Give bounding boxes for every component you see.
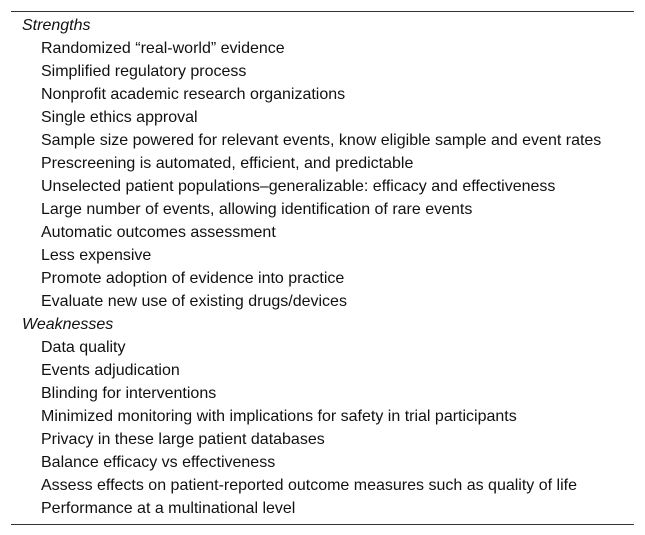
strengths-weaknesses-table — [11, 11, 634, 525]
weaknesses-heading: Weaknesses — [22, 316, 114, 333]
weakness-item: Minimized monitoring with implications for safety in trial participants — [41, 408, 517, 425]
weakness-item: Events adjudication — [41, 362, 180, 379]
weakness-item: Privacy in these large patient databases — [41, 431, 325, 448]
strength-item: Less expensive — [41, 247, 152, 264]
weakness-item: Assess effects on patient-reported outcome measures such as quality of life — [41, 477, 577, 494]
strength-item: Unselected patient populations–generalizable: efficacy and effectiveness — [41, 178, 556, 195]
strength-item: Automatic outcomes assessment — [41, 224, 276, 241]
strengths-heading: Strengths — [22, 17, 91, 34]
strength-item: Randomized “real-world” evidence — [41, 40, 285, 57]
weakness-item: Blinding for interventions — [41, 385, 217, 402]
strength-item: Nonprofit academic research organizations — [41, 86, 346, 103]
strength-item: Prescreening is automated, efficient, and predictable — [41, 155, 414, 172]
strength-item: Evaluate new use of existing drugs/devices — [41, 293, 347, 310]
weakness-item: Data quality — [41, 339, 126, 356]
strength-item: Large number of events, allowing identification of rare events — [41, 201, 473, 218]
weakness-item: Balance efficacy vs effectiveness — [41, 454, 276, 471]
strength-item: Promote adoption of evidence into practice — [41, 270, 345, 287]
weakness-item: Performance at a multinational level — [41, 500, 296, 517]
strength-item: Sample size powered for relevant events, know eligible sample and event rates — [41, 132, 602, 149]
strength-item: Simplified regulatory process — [41, 63, 247, 80]
strength-item: Single ethics approval — [41, 109, 198, 126]
